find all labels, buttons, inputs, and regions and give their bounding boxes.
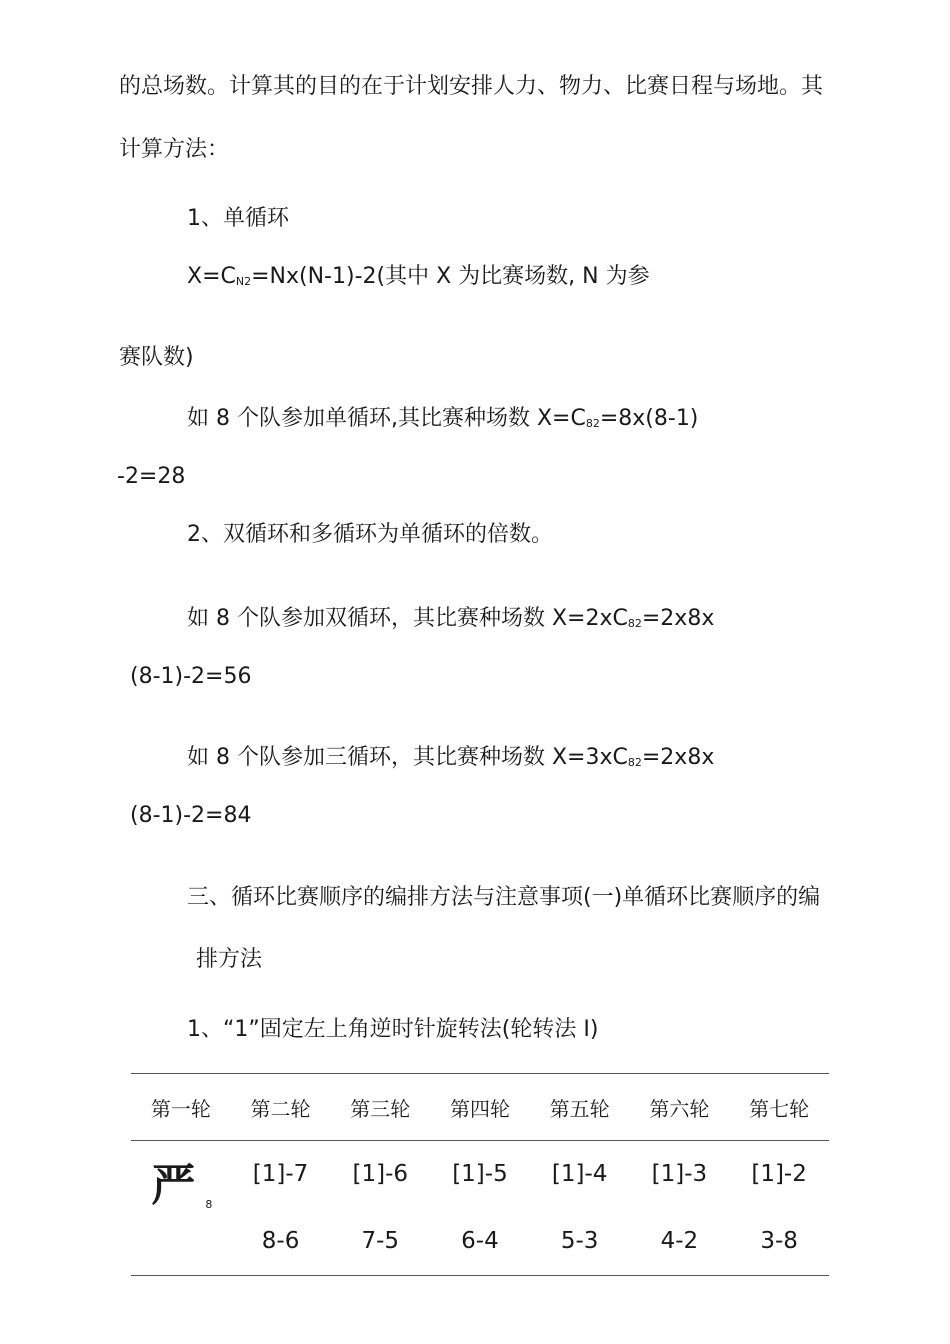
- formula-subscript: N2: [235, 275, 252, 288]
- rotation-table: [131, 1073, 829, 1276]
- paragraph-line: -2=28: [117, 464, 186, 489]
- paragraph-line: 赛队数): [119, 345, 194, 370]
- table-cell: [1]-6: [352, 1161, 409, 1187]
- formula-subscript: 82: [585, 417, 600, 430]
- table-cell: [1]-5: [452, 1161, 508, 1187]
- formula-subscript: 82: [627, 617, 642, 630]
- header-round-3: 第三轮: [330, 1074, 430, 1141]
- formula-subscript: 82: [627, 756, 642, 769]
- formula-text: =2x8x: [641, 606, 715, 631]
- method-heading: 1、“1”固定左上角逆时针旋转法(轮转法 I): [187, 1017, 599, 1042]
- formula-text: 如 8 个队参加三循环，其比赛种场数 X=3xC: [187, 745, 628, 770]
- table-cell: 4-2: [630, 1207, 730, 1276]
- formula-line: [187, 604, 714, 639]
- header-round-7: 第七轮: [729, 1074, 829, 1141]
- table-cell: [1]-3: [651, 1161, 708, 1187]
- formula-line: [187, 262, 650, 297]
- header-round-1: 第一轮: [131, 1074, 231, 1141]
- paragraph-line: 2、双循环和多循环为单循环的倍数。: [187, 522, 553, 547]
- paragraph-line: 计算方法：: [119, 137, 230, 162]
- table-cell: [1]-2: [751, 1161, 807, 1187]
- formula-text: X=C: [187, 264, 236, 289]
- garbled-glyph: 严: [151, 1160, 196, 1211]
- table-cell: 5-3: [530, 1207, 630, 1276]
- table-cell: 7-5: [330, 1207, 430, 1276]
- small-number: 8: [205, 1198, 213, 1211]
- table-cell: [1]-4: [551, 1161, 608, 1187]
- paragraph-line: 1、单循环: [187, 206, 289, 231]
- table-cell: [1]-7: [252, 1161, 309, 1187]
- header-round-6: 第六轮: [630, 1074, 730, 1141]
- header-round-4: 第四轮: [430, 1074, 530, 1141]
- paragraph-line: 排方法: [196, 947, 263, 972]
- formula-line: [187, 404, 698, 439]
- table-cell: 8-6: [231, 1207, 331, 1276]
- table-row: [131, 1141, 829, 1208]
- section-heading: 三、循环比赛顺序的编排方法与注意事项(一)单循环比赛顺序的编: [187, 885, 821, 910]
- table-row: [131, 1207, 829, 1276]
- first-round-cell: [131, 1141, 231, 1276]
- paragraph-line: (8-1)-2=56: [130, 664, 252, 689]
- formula-text: =8x(8-1): [599, 406, 699, 431]
- table-header-row: [131, 1074, 829, 1141]
- formula-text: 如 8 个队参加双循环，其比赛种场数 X=2xC: [187, 606, 628, 631]
- table-cell: 6-4: [430, 1207, 530, 1276]
- header-round-2: 第二轮: [231, 1074, 331, 1141]
- formula-text: =2x8x: [641, 745, 715, 770]
- formula-line: [187, 743, 714, 778]
- paragraph-line: 的总场数。计算其的目的在于计划安排人力、物力、比赛日程与场地。其: [119, 74, 824, 99]
- paragraph-line: (8-1)-2=84: [130, 803, 252, 828]
- formula-text: 如 8 个队参加单循环,其比赛种场数 X=C: [187, 406, 586, 431]
- formula-text: =Nx(N-1)-2(其中 X 为比赛场数, N 为参: [251, 264, 650, 289]
- header-round-5: 第五轮: [530, 1074, 630, 1141]
- table-cell: 3-8: [729, 1207, 829, 1276]
